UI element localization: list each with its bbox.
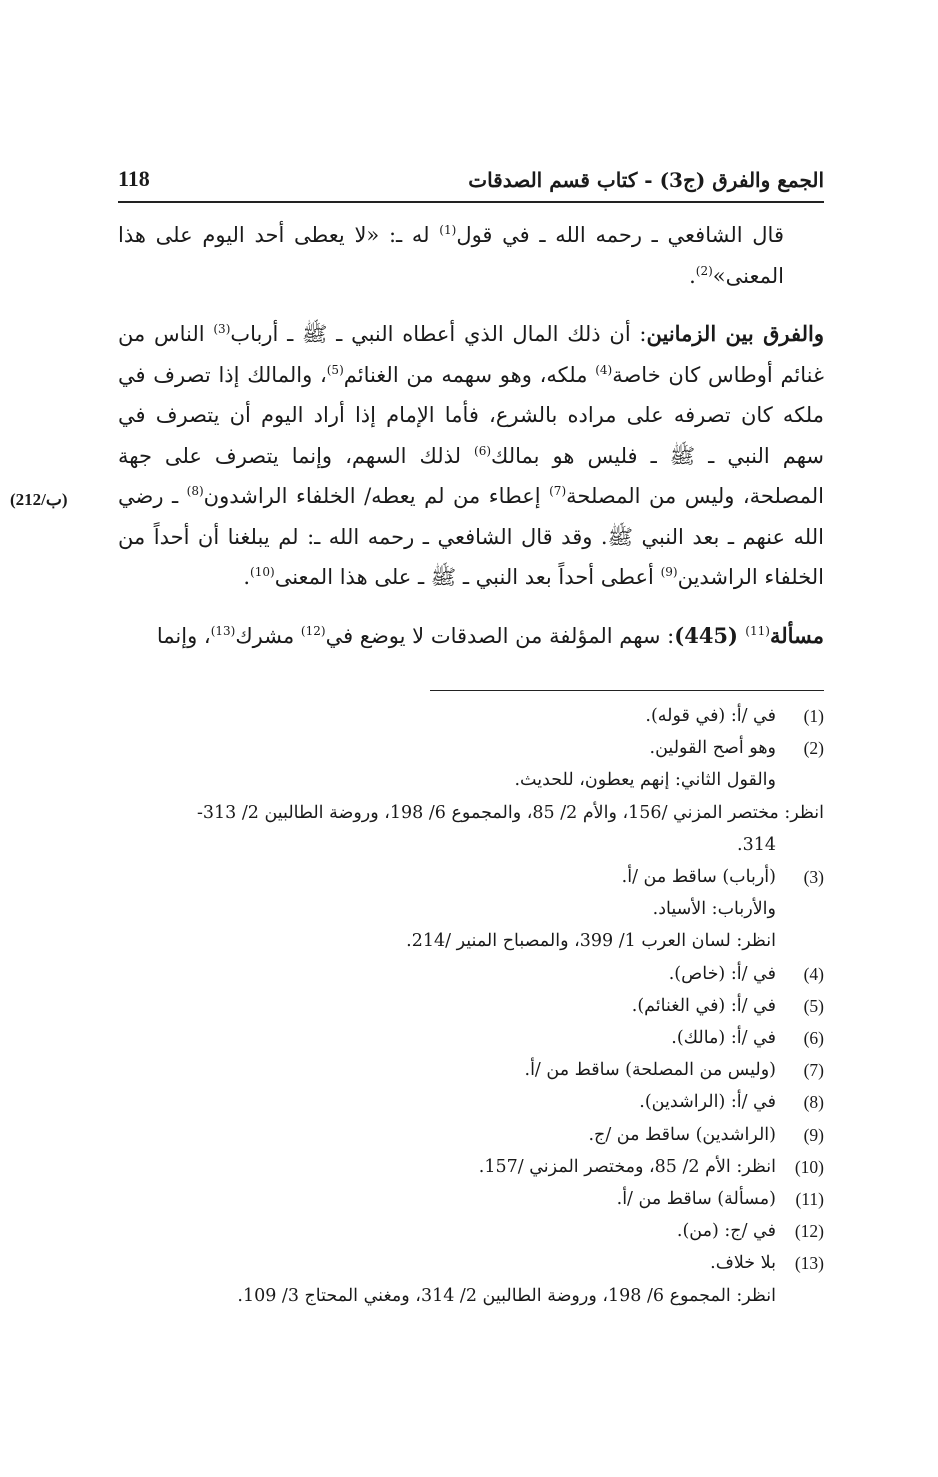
main-text xyxy=(118,215,824,656)
paragraph-difference xyxy=(118,314,824,598)
footnote-item xyxy=(118,797,824,861)
paragraph-quote xyxy=(118,215,824,296)
bold-heading-run: والفرق بين الزمانين xyxy=(646,321,824,346)
footnote-number: (5) xyxy=(803,995,824,1016)
footnote-ref[interactable]: (12) xyxy=(300,623,326,638)
footnote-text: والقول الثاني: إنهم يعطون، للحديث. xyxy=(514,770,776,791)
footnote-number: (9) xyxy=(803,1124,824,1145)
footnote-item xyxy=(118,700,824,732)
footnote-item xyxy=(118,1086,824,1118)
footnote-item xyxy=(118,1183,824,1215)
footnote-item xyxy=(118,893,824,925)
footnote-text: في /أ: (في قوله). xyxy=(645,706,776,726)
header-rule xyxy=(118,201,824,203)
footnote-item xyxy=(118,1151,824,1183)
footnote-text: وهو أصح القولين. xyxy=(649,738,776,759)
text-run: : أن ذلك المال الذي أعطاه النبي ـ ﷺ ـ أرباب xyxy=(230,322,647,346)
footnote-ref[interactable]: (6) xyxy=(474,443,492,458)
running-header xyxy=(118,160,824,198)
text-run: ، والمالك إذا تصرف في ملكه كان تصرفه على مراده بالشرع، فأما الإمام إذا أراد اليوم أن يتصرف في سهم النبي ـ ﷺ ـ فليس هو بمالك xyxy=(118,362,824,468)
footnote-ref[interactable]: (7) xyxy=(549,484,567,498)
text-run: لذلك السهم، وإنما يتصرف على جهة المصلحة، وليس من المصلحة xyxy=(118,443,824,508)
footnote-ref[interactable]: (2) xyxy=(695,263,713,278)
footnote-text: (أرباب) ساقط من /أ. xyxy=(621,867,776,888)
footnote-item xyxy=(118,925,824,957)
footnote-number: (8) xyxy=(803,1092,824,1113)
footnote-item xyxy=(118,1054,824,1086)
footnote-ref[interactable]: (5) xyxy=(326,362,344,377)
text-run: : سهم المؤلفة من الصدقات لا يوضع في xyxy=(325,623,675,648)
footnote-item xyxy=(118,1119,824,1151)
footnote-text: والأرباب: الأسياد. xyxy=(652,899,776,920)
text-run: ، وإنما xyxy=(156,623,211,648)
text-run: . xyxy=(689,263,696,288)
footnote-ref[interactable]: (11) xyxy=(745,623,770,638)
footnote-ref[interactable]: (3) xyxy=(213,322,231,336)
footnote-text: في /ج: (من). xyxy=(676,1221,776,1242)
footnote-text: انظر: الأم 2/ 85، ومختصر المزني /157. xyxy=(478,1156,776,1177)
text-run: له ـ: «لا يعطى أحد اليوم على هذا المعنى» xyxy=(118,223,784,288)
issue-number: (445) xyxy=(674,622,746,648)
footnote-item xyxy=(118,958,824,990)
footnote-text: بلا خلاف. xyxy=(710,1253,776,1274)
footnote-number: (4) xyxy=(803,963,824,984)
footnote-number: (10) xyxy=(794,1156,824,1177)
footnote-number: (1) xyxy=(803,706,824,726)
footnote-text: انظر: المجموع 6/ 198، وروضة الطالبين 2/ 314، ومغني المحتاج 3/ 109. xyxy=(237,1285,776,1306)
bold-heading-run: مسألة xyxy=(769,622,824,648)
footnote-number: (3) xyxy=(803,867,824,888)
footnote-item xyxy=(118,1280,824,1312)
footnote-text: انظر: لسان العرب 1/ 399، والمصباح المنير /214. xyxy=(406,931,776,952)
paragraph-issue xyxy=(118,616,824,657)
footnote-ref[interactable]: (10) xyxy=(250,565,275,579)
footnote-rule xyxy=(430,690,824,691)
footnotes xyxy=(118,700,824,1312)
footnote-text: في /أ: (الراشدين). xyxy=(639,1092,776,1113)
footnote-item xyxy=(118,1022,824,1054)
footnote-text: (الراشدين) ساقط من /ج. xyxy=(588,1124,776,1145)
text-run: . xyxy=(243,565,251,589)
footnote-item xyxy=(118,1247,824,1279)
marginal-folio-note: (212/ب) xyxy=(10,490,68,509)
footnote-item xyxy=(118,990,824,1022)
footnote-item xyxy=(118,764,824,796)
footnote-number: (2) xyxy=(803,738,824,759)
page-number: 118 xyxy=(118,166,150,191)
footnote-text: في /أ: (خاص). xyxy=(668,963,776,984)
text-run: أعطى أحداً بعد النبي ـ ﷺ ـ على هذا المعنى xyxy=(274,565,661,589)
footnote-item xyxy=(118,1215,824,1247)
footnote-item xyxy=(118,732,824,764)
footnote-text: (مسألة) ساقط من /أ. xyxy=(616,1189,776,1210)
footnote-item xyxy=(118,861,824,893)
text-run: قال الشافعي ـ رحمه الله ـ في قول xyxy=(456,223,784,247)
footnote-ref[interactable]: (8) xyxy=(186,484,204,498)
text-run: الناس من غنائم أوطاس كان خاصة xyxy=(118,322,824,387)
text-run: مشرك xyxy=(235,623,301,648)
text-run: ـ رضي الله عنهم ـ بعد النبي ﷺ. وقد قال الشافعي ـ رحمه الله ـ: لم يبلغنا أن أحداً من الخلفاء الراشدين xyxy=(118,484,824,589)
footnote-text: (وليس من المصلحة) ساقط من /أ. xyxy=(524,1060,776,1081)
text-run: ملكه، وهو سهمه من الغنائم xyxy=(343,362,596,387)
footnote-text: في /أ: (مالك). xyxy=(671,1028,776,1049)
footnote-number: (11) xyxy=(795,1189,824,1210)
footnote-text: 314. xyxy=(737,834,776,855)
footnote-ref[interactable]: (1) xyxy=(439,223,457,237)
footnote-number: (6) xyxy=(803,1028,824,1049)
text-run: إعطاء من لم يعطه/ الخلفاء الراشدون xyxy=(203,484,550,508)
footnote-ref[interactable]: (13) xyxy=(210,623,236,638)
footnote-number: (12) xyxy=(794,1221,824,1242)
footnote-number: (13) xyxy=(794,1253,824,1274)
header-title: الجمع والفرق (ج3) - كتاب قسم الصدقات xyxy=(468,168,824,192)
footnote-number: (7) xyxy=(803,1060,824,1081)
footnote-ref[interactable]: (9) xyxy=(660,565,678,579)
footnote-text: انظر: مختصر المزني /156، والأم 2/ 85، والمجموع 6/ 198، وروضة الطالبين 2/ 313- xyxy=(196,802,824,823)
footnote-text: في /أ: (في الغنائم). xyxy=(631,995,776,1016)
footnote-ref[interactable]: (4) xyxy=(595,362,613,377)
